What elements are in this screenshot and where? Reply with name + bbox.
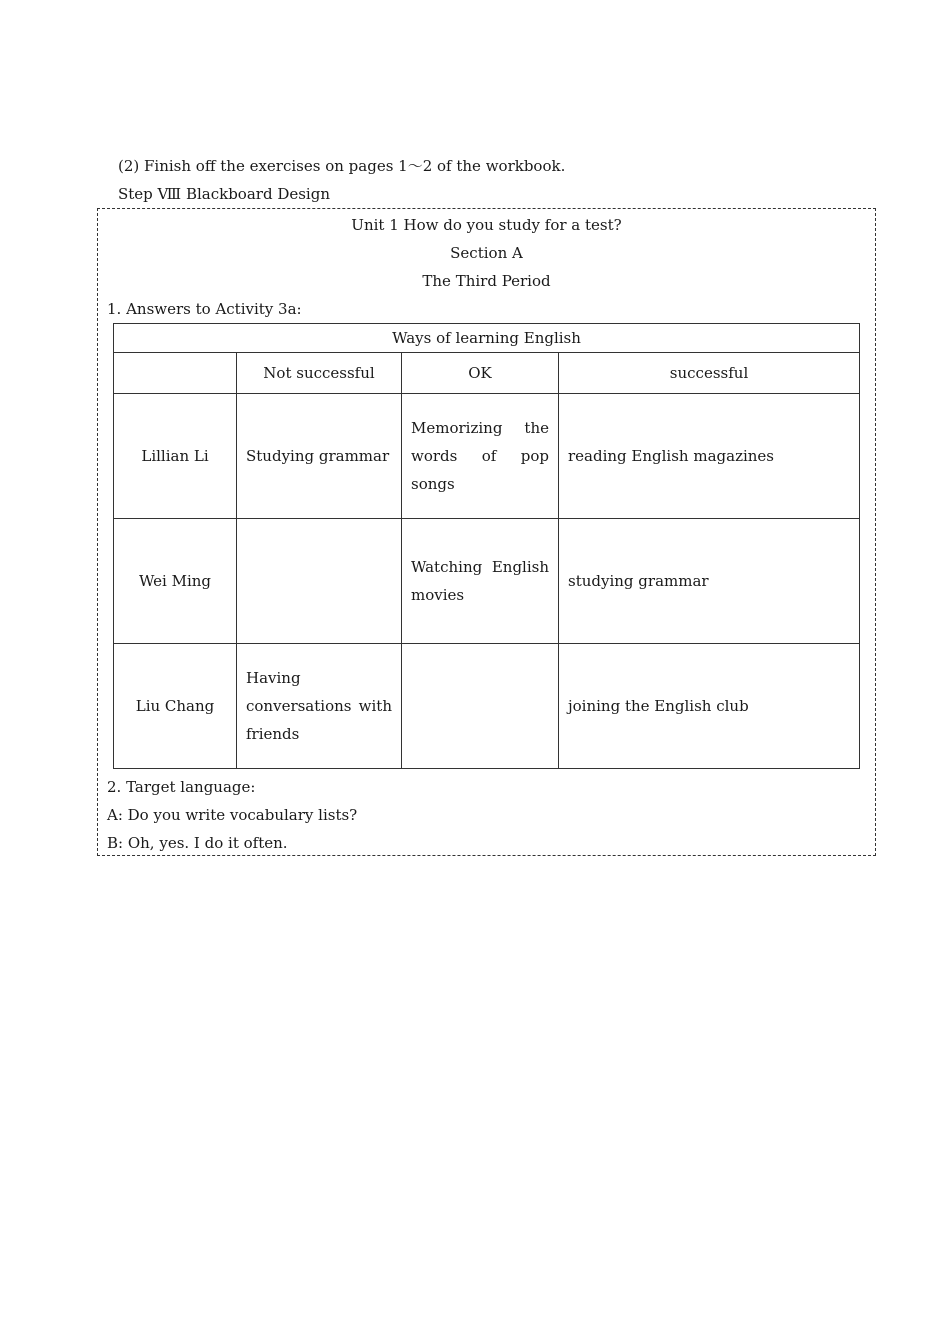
- target-language-heading: 2. Target language:: [107, 778, 256, 796]
- section-title: Section A: [450, 244, 523, 262]
- header-successful: successful: [559, 353, 860, 394]
- student-name: Wei Ming: [114, 519, 237, 644]
- table-title: Ways of learning English: [114, 324, 860, 353]
- header-empty: [114, 353, 237, 394]
- period-title: The Third Period: [422, 272, 551, 290]
- not-successful-cell: Having conversations with friends: [237, 644, 402, 769]
- table-row: [114, 644, 860, 769]
- successful-cell: reading English magazines: [559, 394, 860, 519]
- table-header-row: [114, 353, 860, 394]
- student-name: Liu Chang: [114, 644, 237, 769]
- unit-title: Unit 1 How do you study for a test?: [351, 216, 622, 234]
- ok-cell: Memorizing the words of pop songs: [402, 394, 559, 519]
- table-row: [114, 519, 860, 644]
- ways-of-learning-table: [113, 323, 860, 769]
- not-successful-cell: [237, 519, 402, 644]
- table-title-row: [114, 324, 860, 353]
- table-row: [114, 394, 860, 519]
- exercise-instruction: (2) Finish off the exercises on pages 1～2 of the workbook.: [118, 157, 566, 175]
- header-ok: OK: [402, 353, 559, 394]
- student-name: Lillian Li: [114, 394, 237, 519]
- not-successful-cell: Studying grammar: [237, 394, 402, 519]
- successful-cell: studying grammar: [559, 519, 860, 644]
- answers-heading: 1. Answers to Activity 3a:: [107, 300, 302, 318]
- step-heading: Step Ⅷ Blackboard Design: [118, 185, 330, 203]
- header-not-successful: Not successful: [237, 353, 402, 394]
- dialogue-line-a: A: Do you write vocabulary lists?: [107, 806, 358, 824]
- ok-cell: Watching English movies: [402, 519, 559, 644]
- successful-cell: joining the English club: [559, 644, 860, 769]
- ok-cell: [402, 644, 559, 769]
- dialogue-line-b: B: Oh, yes. I do it often.: [107, 834, 288, 852]
- blackboard-design-box: [97, 208, 876, 856]
